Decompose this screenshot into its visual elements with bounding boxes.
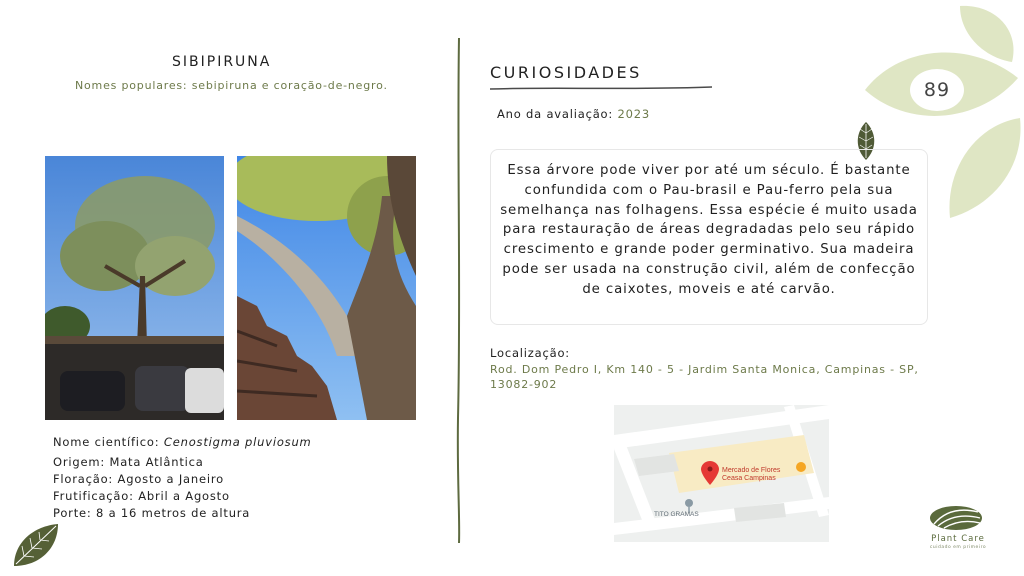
popular-names: Nomes populares: sebipiruna e coração-de-negro. (75, 79, 388, 92)
logo-name: Plant Care (931, 534, 985, 544)
map-poi-label: TITO GRAMAS (654, 511, 699, 518)
tree-photo-trunk (237, 156, 416, 420)
curiosities-text: Essa árvore pode viver por até um século. É bastante confundida com o Pau-brasil e Pau-ferro pela sua semelhança nas folhagens. Essa espécie é muito usada para restauração de áreas degradadas pelo seu rápido crescimento e grande poder germinativo. Sua madeira pode ser usada na construção civil, além de confecção de caixotes, moveis e até carvão. (500, 163, 918, 297)
year-value: 2023 (617, 107, 651, 121)
origin-text: Origem: Mata Atlântica (53, 455, 204, 469)
tree-photo-wide (45, 156, 224, 420)
curiosities-heading: CURIOSIDADES (490, 63, 642, 82)
map-place-label: Mercado de Flores Ceasa Campinas (722, 467, 781, 482)
flowering-text: Floração: Agosto a Janeiro (53, 472, 224, 486)
year-label: Ano da avaliação: (497, 107, 614, 121)
species-facts (53, 434, 312, 522)
location-label: Localização: (490, 346, 570, 360)
fruiting-text: Frutificação: Abril a Agosto (53, 489, 230, 503)
location-map[interactable] (614, 405, 829, 542)
scientific-name-label: Nome científico: (53, 435, 160, 449)
leaf-icon (10, 522, 62, 570)
species-title: SIBIPIRUNA (172, 54, 272, 70)
location-address: Rod. Dom Pedro I, Km 140 - 5 - Jardim Santa Monica, Campinas - SP, 13082-902 (490, 363, 919, 391)
curiosities-box (490, 149, 928, 325)
scientific-name-value: Cenostigma pluviosum (163, 435, 312, 449)
page-number: 89 (910, 69, 964, 111)
logo-tagline: cuidado em primeiro (929, 545, 987, 550)
column-divider (456, 38, 462, 543)
scientific-name-row (53, 434, 312, 451)
evaluation-year (497, 107, 650, 121)
heading-underline (490, 84, 712, 92)
size-text: Porte: 8 a 16 metros de altura (53, 506, 251, 520)
plant-care-logo (928, 502, 984, 534)
